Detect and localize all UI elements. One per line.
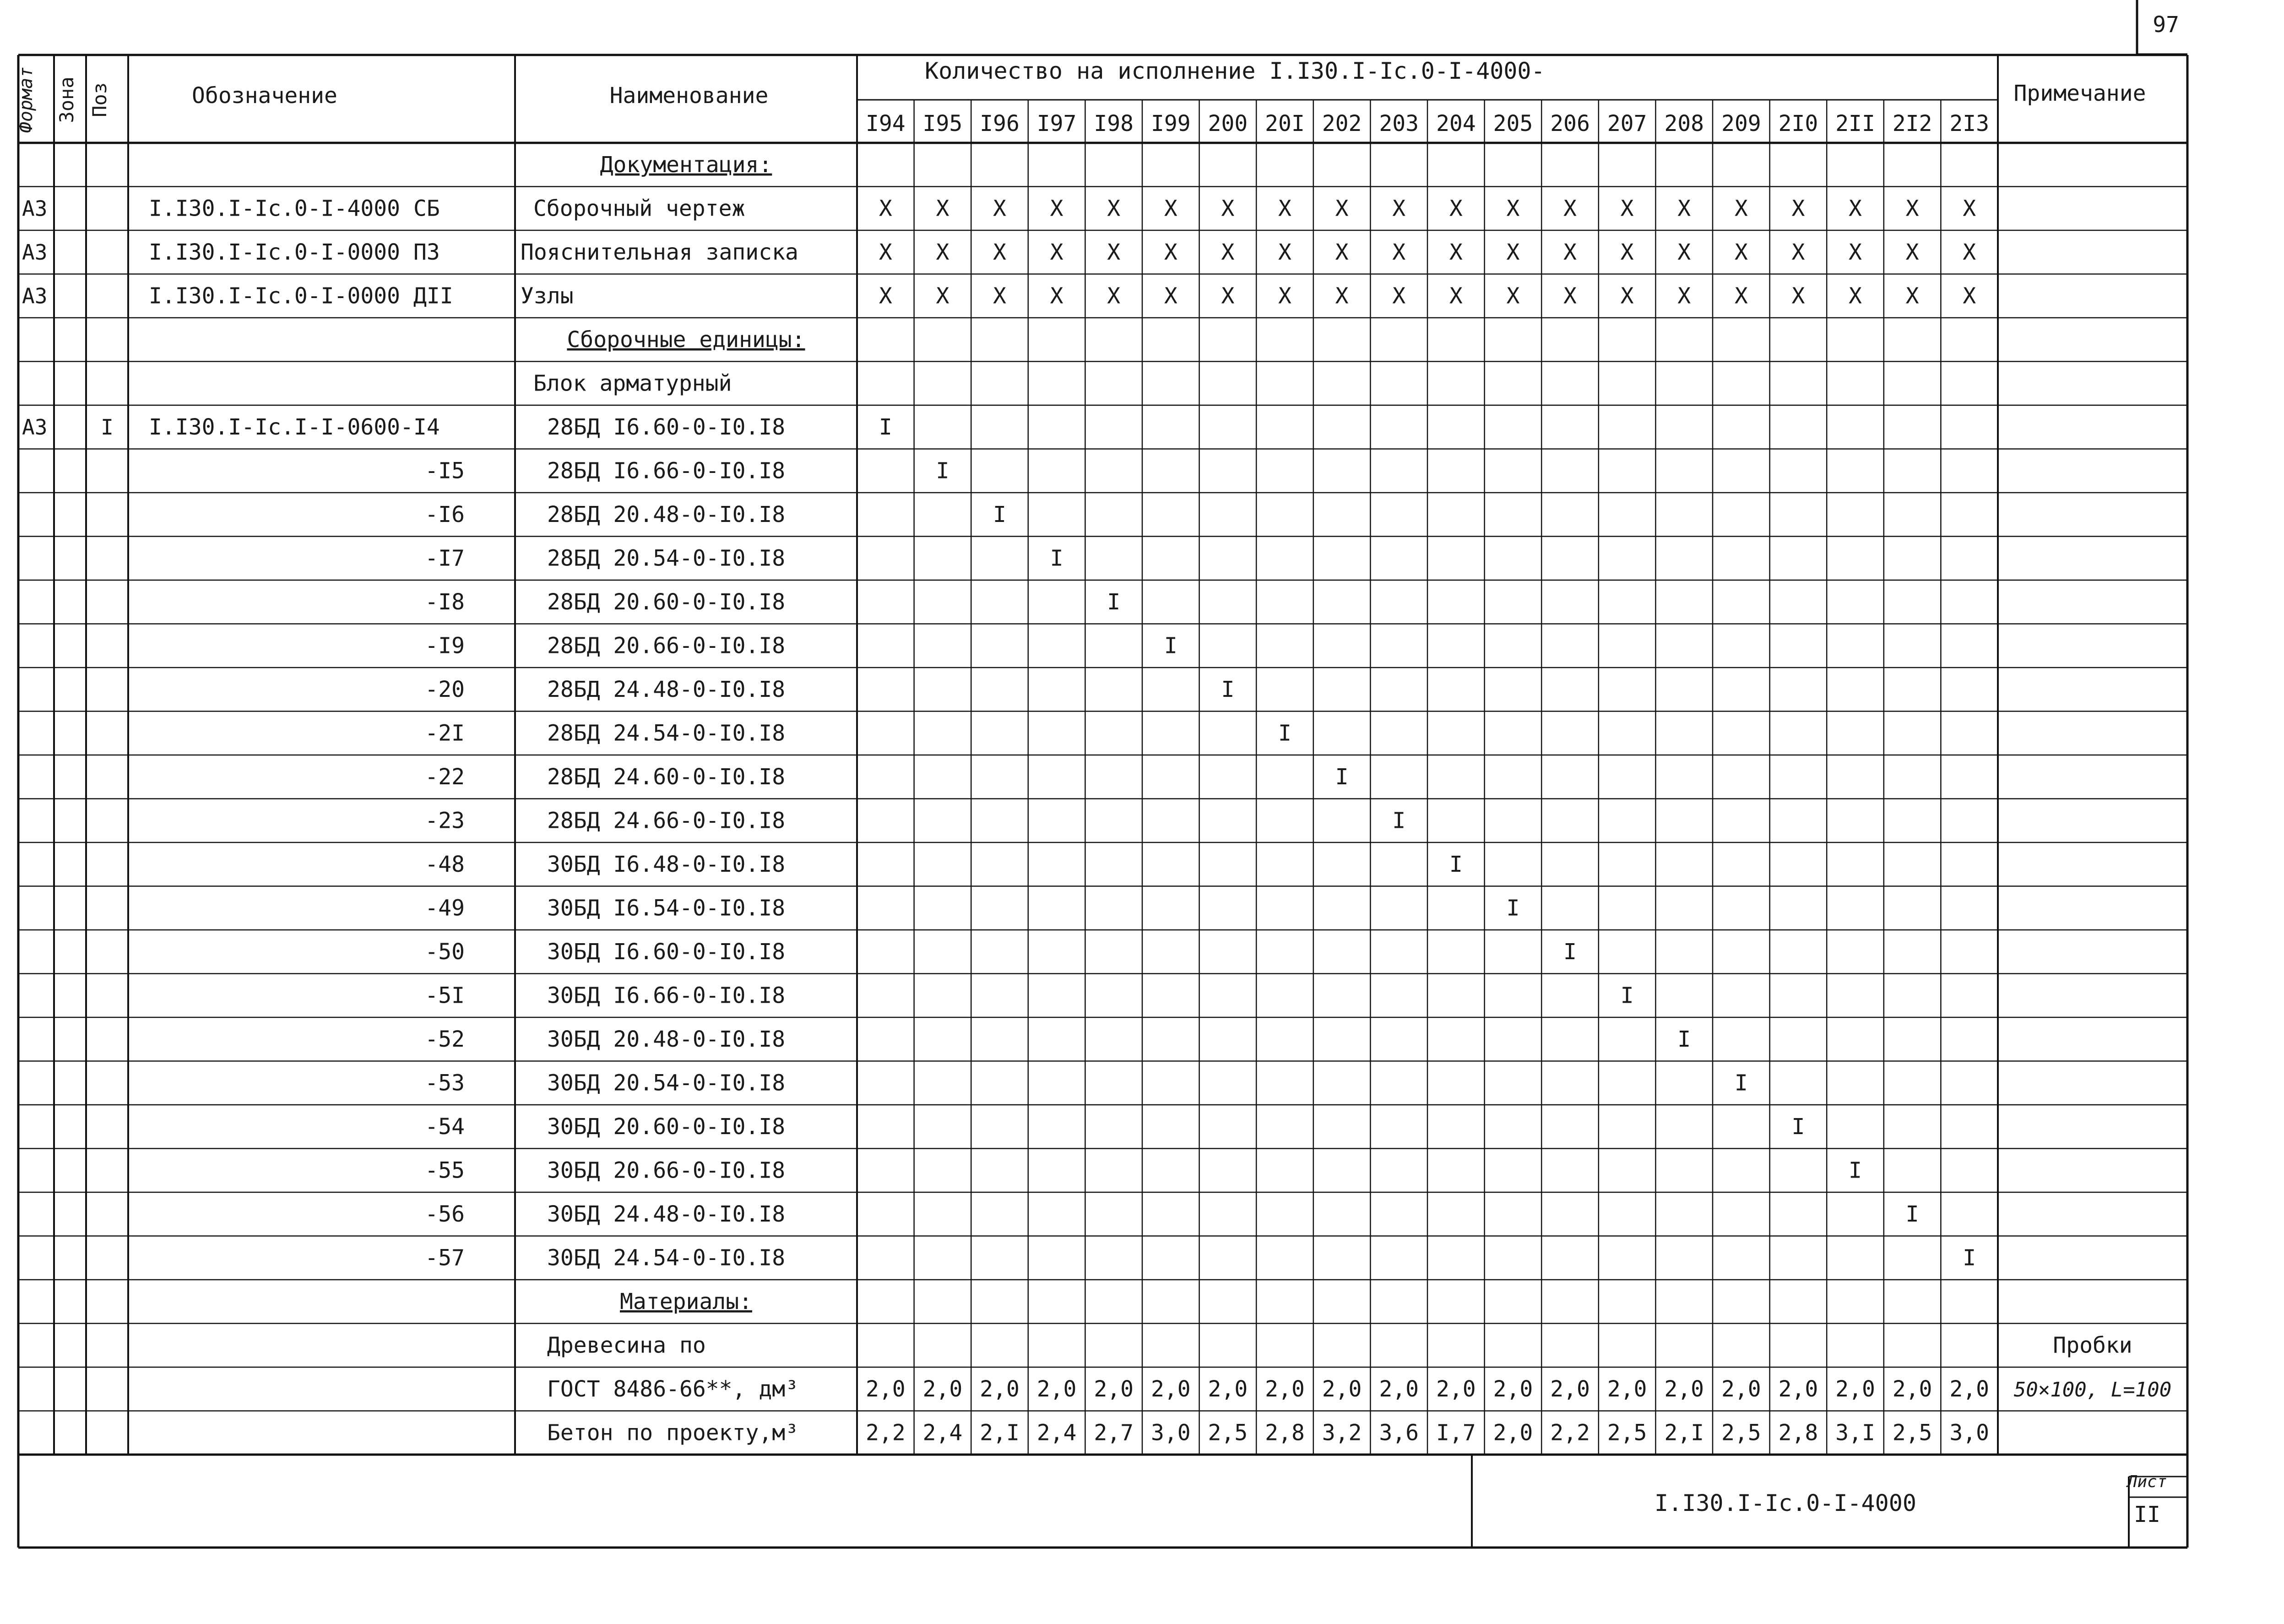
cell-name: 28БД 24.60-0-I0.I8	[547, 764, 786, 790]
cell-designation: -22	[425, 764, 465, 790]
cell-quantity: X	[1107, 196, 1121, 222]
cell-quantity: 2,0	[1379, 1376, 1419, 1402]
cell-name: Сборочные единицы:	[567, 326, 805, 353]
cell-designation: -53	[425, 1070, 465, 1096]
cell-note: 50×100, L=100	[2013, 1378, 2172, 1401]
cell-quantity: X	[1791, 239, 1805, 265]
variant-header: 209	[1721, 111, 1761, 136]
cell-quantity: I	[1963, 1245, 1976, 1271]
cell-format: А3	[22, 414, 48, 440]
variant-header: 203	[1379, 111, 1419, 136]
cell-quantity: X	[1563, 196, 1577, 222]
cell-quantity: X	[1849, 239, 1862, 265]
table-row	[425, 458, 949, 483]
cell-quantity: X	[1221, 196, 1235, 222]
cell-format: А3	[22, 196, 48, 221]
cell-quantity: X	[1963, 239, 1976, 265]
cell-quantity: I	[1278, 720, 1291, 746]
cell-quantity: X	[993, 196, 1006, 222]
cell-name: ГОСТ 8486-66**, дм³	[547, 1376, 799, 1402]
cell-quantity: 2,0	[865, 1376, 906, 1402]
cell-name: 30БД 20.48-0-I0.I8	[547, 1026, 786, 1052]
cell-quantity: I	[1449, 851, 1463, 877]
cell-designation: -I8	[425, 589, 465, 615]
header-note: Примечание	[2013, 81, 2146, 106]
cell-quantity: 2,2	[865, 1420, 906, 1446]
cell-designation: I.I30.I-Ic.I-I-0600-I4	[149, 414, 440, 440]
cell-designation: I.I30.I-Ic.0-I-4000 СБ	[149, 196, 440, 222]
cell-name: 30БД 24.48-0-I0.I8	[547, 1201, 786, 1227]
table-row	[425, 764, 1348, 790]
cell-name: 28БД I6.66-0-I0.I8	[547, 458, 786, 484]
header-designation: Обозначение	[192, 83, 337, 109]
cell-quantity: 2,0	[1436, 1376, 1476, 1402]
variant-header: I96	[980, 111, 1020, 136]
table-row	[425, 895, 1519, 921]
cell-name: 28БД 20.54-0-I0.I8	[547, 545, 786, 571]
cell-quantity: 2,8	[1265, 1420, 1305, 1446]
variant-header: I99	[1150, 111, 1191, 136]
variant-header: 20I	[1265, 111, 1305, 136]
table-row	[425, 633, 1177, 658]
cell-quantity: I	[1506, 895, 1520, 921]
table-row	[425, 1070, 1747, 1096]
table-row	[425, 939, 1577, 965]
cell-quantity: 2,0	[1721, 1376, 1761, 1402]
cell-format: А3	[22, 239, 48, 265]
cell-quantity: I	[1734, 1070, 1748, 1096]
cell-designation: -I7	[425, 545, 465, 571]
header-format: Формат	[16, 66, 37, 133]
cell-quantity: I	[1107, 589, 1121, 615]
cell-designation: -2I	[425, 720, 465, 746]
cell-name: Материалы:	[620, 1288, 752, 1314]
table-row	[425, 1157, 1862, 1183]
cell-designation: -5I	[425, 983, 465, 1009]
cell-quantity: 2,0	[1208, 1376, 1248, 1402]
cell-name: Древесина по	[547, 1332, 706, 1358]
cell-quantity: X	[936, 283, 949, 309]
cell-quantity: X	[1963, 196, 1976, 222]
cell-quantity: 2,2	[1550, 1420, 1590, 1446]
cell-pos: I	[101, 414, 114, 440]
cell-quantity: X	[1392, 196, 1406, 222]
cell-quantity: X	[1050, 283, 1063, 309]
cell-quantity: X	[936, 196, 949, 222]
variant-header: I98	[1094, 111, 1134, 136]
table-row	[22, 283, 1976, 309]
table-row	[425, 1201, 1919, 1227]
cell-quantity: X	[1905, 283, 1919, 309]
cell-quantity: 2,8	[1778, 1420, 1818, 1446]
cell-quantity: X	[1392, 239, 1406, 265]
cell-name: 30БД I6.60-0-I0.I8	[547, 939, 786, 965]
table-row	[600, 152, 772, 178]
cell-quantity: X	[1278, 239, 1291, 265]
cell-quantity: X	[1449, 196, 1463, 222]
variant-header: 205	[1493, 111, 1533, 136]
cell-quantity: 3,I	[1835, 1420, 1875, 1446]
cell-quantity: X	[1677, 196, 1691, 222]
cell-quantity: X	[1335, 196, 1349, 222]
cell-quantity: 2,0	[1150, 1376, 1191, 1402]
cell-quantity: I	[1791, 1113, 1805, 1140]
variant-header: 2II	[1835, 111, 1875, 136]
cell-quantity: X	[1791, 283, 1805, 309]
cell-quantity: 2,4	[922, 1420, 963, 1446]
cell-designation: -57	[425, 1245, 465, 1271]
cell-name: 30БД 20.60-0-I0.I8	[547, 1113, 786, 1140]
table-row	[547, 1420, 1989, 1445]
header-quantity-title: Количество на исполнение I.I30.I-Ic.0-I-4000-	[925, 58, 1545, 84]
cell-quantity: X	[1791, 196, 1805, 222]
cell-quantity: X	[1963, 283, 1976, 309]
table-row	[425, 1027, 1691, 1052]
cell-quantity: 3,2	[1322, 1420, 1362, 1446]
cell-designation: -I6	[425, 501, 465, 527]
table-row	[547, 1332, 2132, 1358]
variant-header: 207	[1607, 111, 1647, 136]
cell-designation: I.I30.I-Ic.0-I-0000 ДII	[149, 283, 453, 309]
cell-quantity: X	[1677, 283, 1691, 309]
cell-quantity: X	[1221, 283, 1235, 309]
cell-designation: -23	[425, 808, 465, 834]
variant-header: I97	[1036, 111, 1077, 136]
table-row	[425, 720, 1291, 746]
cell-designation: -56	[425, 1201, 465, 1227]
table-row	[425, 502, 1006, 527]
cell-quantity: X	[1563, 239, 1577, 265]
cell-quantity: 2,I	[1664, 1420, 1704, 1446]
cell-quantity: 3,0	[1150, 1420, 1191, 1446]
variant-header: 202	[1322, 111, 1362, 136]
table-row	[425, 677, 1234, 702]
cell-quantity: 2,5	[1892, 1420, 1932, 1446]
cell-quantity: I	[1905, 1201, 1919, 1227]
cell-quantity: I	[1221, 676, 1235, 702]
table-row	[425, 983, 1633, 1008]
cell-name: 30БД 20.54-0-I0.I8	[547, 1070, 786, 1096]
cell-quantity: X	[1506, 283, 1520, 309]
cell-name: Блок арматурный	[533, 370, 732, 396]
cell-quantity: X	[1335, 239, 1349, 265]
cell-quantity: I	[1620, 983, 1634, 1009]
cell-name: 28БД I6.60-0-I0.I8	[547, 414, 786, 440]
cell-name: 30БД I6.48-0-I0.I8	[547, 851, 786, 877]
cell-quantity: X	[1905, 239, 1919, 265]
cell-quantity: X	[1506, 239, 1520, 265]
cell-name: Бетон по проекту,м³	[547, 1420, 799, 1446]
cell-quantity: X	[993, 283, 1006, 309]
cell-quantity: X	[1734, 196, 1748, 222]
cell-quantity: I	[1164, 633, 1177, 659]
cell-designation: -50	[425, 939, 465, 965]
cell-designation: -48	[425, 851, 465, 877]
title-block-document: I.I30.I-Ic.0-I-4000	[1655, 1490, 1916, 1516]
cell-quantity: X	[879, 283, 892, 309]
page-number: 97	[2153, 12, 2179, 38]
cell-quantity: X	[993, 239, 1006, 265]
cell-quantity: I	[879, 414, 892, 440]
cell-quantity: 2,0	[980, 1376, 1020, 1402]
table-row	[425, 545, 1063, 571]
cell-quantity: 2,I	[980, 1420, 1020, 1446]
cell-quantity: 2,0	[1949, 1376, 1990, 1402]
variant-header: 2I2	[1892, 111, 1932, 136]
cell-designation: -I9	[425, 633, 465, 659]
cell-name: Узлы	[521, 283, 574, 309]
cell-designation: -52	[425, 1026, 465, 1052]
cell-quantity: I	[1849, 1157, 1862, 1184]
table-row	[22, 239, 1976, 265]
cell-quantity: X	[1506, 196, 1520, 222]
cell-designation: I.I30.I-Ic.0-I-0000 ПЗ	[149, 239, 440, 265]
cell-quantity: I	[1392, 808, 1406, 834]
cell-quantity: X	[879, 239, 892, 265]
cell-quantity: X	[1164, 196, 1177, 222]
cell-quantity: X	[1849, 196, 1862, 222]
title-block-sheet-number: II	[2134, 1502, 2160, 1527]
cell-designation: -55	[425, 1157, 465, 1184]
cell-quantity: 2,0	[1036, 1376, 1077, 1402]
cell-quantity: 2,0	[1493, 1376, 1533, 1402]
header-pos: Поз	[88, 82, 111, 117]
cell-name: 28БД 24.66-0-I0.I8	[547, 808, 786, 834]
cell-quantity: 2,0	[1493, 1420, 1533, 1446]
cell-quantity: 2,0	[1550, 1376, 1590, 1402]
table-row	[22, 414, 892, 440]
cell-name: 28БД 24.54-0-I0.I8	[547, 720, 786, 746]
cell-quantity: X	[1107, 283, 1121, 309]
cell-name: 30БД I6.66-0-I0.I8	[547, 983, 786, 1009]
variant-header: 200	[1208, 111, 1248, 136]
cell-quantity: I	[993, 501, 1006, 527]
cell-quantity: I	[1335, 764, 1349, 790]
title-block-sheet-label: Лист	[2127, 1472, 2167, 1491]
table-row	[425, 1114, 1805, 1140]
cell-quantity: 2,7	[1094, 1420, 1134, 1446]
variant-header: I95	[922, 111, 963, 136]
cell-name: Пояснительная записка	[521, 239, 798, 265]
cell-quantity: 3,0	[1949, 1420, 1990, 1446]
cell-quantity: X	[1677, 239, 1691, 265]
cell-quantity: X	[879, 196, 892, 222]
cell-quantity: X	[1734, 283, 1748, 309]
variant-header: 206	[1550, 111, 1590, 136]
cell-quantity: 2,5	[1208, 1420, 1248, 1446]
cell-designation: -20	[425, 676, 465, 702]
cell-name: 28БД 24.48-0-I0.I8	[547, 676, 786, 702]
cell-quantity: X	[1449, 239, 1463, 265]
table-row	[425, 808, 1405, 833]
cell-quantity: 2,0	[1094, 1376, 1134, 1402]
cell-quantity: X	[1278, 283, 1291, 309]
cell-quantity: X	[1849, 283, 1862, 309]
cell-name: Сборочный чертеж	[533, 196, 745, 222]
cell-quantity: 2,0	[1835, 1376, 1875, 1402]
cell-quantity: X	[1563, 283, 1577, 309]
cell-quantity: 2,4	[1036, 1420, 1077, 1446]
variant-header: 2I3	[1949, 111, 1990, 136]
cell-quantity: X	[1050, 196, 1063, 222]
cell-quantity: 2,0	[1607, 1376, 1647, 1402]
cell-quantity: X	[1392, 283, 1406, 309]
cell-name: Документация:	[600, 152, 772, 178]
cell-quantity: I,7	[1436, 1420, 1476, 1446]
cell-note: Пробки	[2053, 1332, 2132, 1358]
cell-quantity: X	[1107, 239, 1121, 265]
cell-quantity: I	[1563, 939, 1577, 965]
cell-quantity: 2,0	[1778, 1376, 1818, 1402]
cell-quantity: X	[1734, 239, 1748, 265]
header-zone: Зона	[55, 76, 78, 123]
table-row	[22, 196, 1976, 221]
cell-name: 30БД 20.66-0-I0.I8	[547, 1157, 786, 1184]
variant-header: 204	[1436, 111, 1476, 136]
cell-quantity: I	[936, 458, 949, 484]
variant-header: I94	[865, 111, 906, 136]
table-row	[425, 1245, 1976, 1271]
table-row	[567, 327, 805, 353]
cell-name: 28БД 20.48-0-I0.I8	[547, 501, 786, 527]
table-row	[547, 1376, 2171, 1402]
table-row	[425, 852, 1462, 877]
cell-quantity: 2,0	[1265, 1376, 1305, 1402]
table-row	[620, 1289, 752, 1314]
cell-name: 28БД 20.66-0-I0.I8	[547, 633, 786, 659]
cell-quantity: X	[1278, 196, 1291, 222]
cell-name: 30БД 24.54-0-I0.I8	[547, 1245, 786, 1271]
cell-quantity: 2,0	[922, 1376, 963, 1402]
cell-quantity: 2,5	[1607, 1420, 1647, 1446]
cell-quantity: 2,0	[1664, 1376, 1704, 1402]
cell-quantity: X	[936, 239, 949, 265]
cell-name: 30БД I6.54-0-I0.I8	[547, 895, 786, 921]
cell-quantity: I	[1677, 1026, 1691, 1052]
cell-quantity: X	[1335, 283, 1349, 309]
cell-quantity: I	[1050, 545, 1063, 571]
cell-quantity: X	[1221, 239, 1235, 265]
variant-header: 208	[1664, 111, 1704, 136]
cell-quantity: 2,0	[1892, 1376, 1932, 1402]
cell-quantity: X	[1620, 283, 1634, 309]
cell-quantity: 2,0	[1322, 1376, 1362, 1402]
cell-quantity: X	[1164, 239, 1177, 265]
cell-designation: -54	[425, 1113, 465, 1140]
cell-quantity: X	[1620, 196, 1634, 222]
cell-quantity: 2,5	[1721, 1420, 1761, 1446]
cell-designation: -I5	[425, 458, 465, 484]
cell-quantity: X	[1050, 239, 1063, 265]
variant-header: 2I0	[1778, 111, 1818, 136]
cell-format: А3	[22, 283, 48, 309]
table-row	[533, 370, 732, 396]
header-name: Наименование	[609, 83, 769, 109]
cell-name: 28БД 20.60-0-I0.I8	[547, 589, 786, 615]
cell-quantity: 3,6	[1379, 1420, 1419, 1446]
cell-quantity: X	[1905, 196, 1919, 222]
table-row	[425, 589, 1120, 615]
cell-designation: -49	[425, 895, 465, 921]
cell-quantity: X	[1164, 283, 1177, 309]
cell-quantity: X	[1620, 239, 1634, 265]
table-grid	[18, 55, 2187, 1548]
cell-quantity: X	[1449, 283, 1463, 309]
